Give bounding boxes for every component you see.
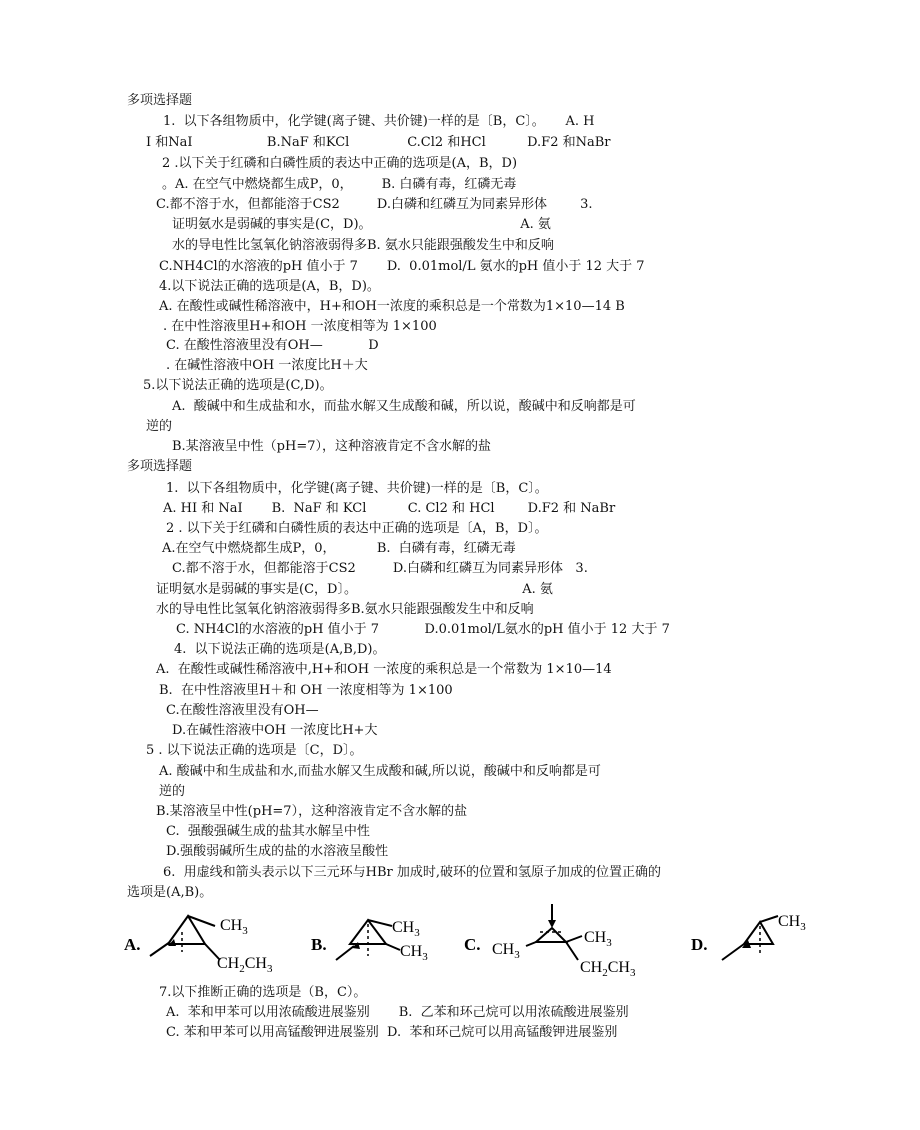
- question-line: 4.以下说法正确的选项是(A，B，D)。: [159, 279, 380, 294]
- question-line: C.都不溶于水，但都能溶于CS2 D.白磷和红磷互为同素异形体 3.: [156, 197, 593, 212]
- question-line: 6. 用虚线和箭头表示以下三元环与HBr 加成时,破环的位置和氢原子加成的位置正确的: [163, 865, 662, 880]
- molecule-c-ch3-left: $CH_3$: [492, 941, 520, 961]
- molecule-d-ch3: $CH_3$: [778, 913, 806, 933]
- molecule-d: [722, 916, 778, 960]
- question-line: D.在碱性溶液中OH 一浓度比H+大: [172, 723, 378, 738]
- section-title: 多项选择题: [127, 459, 193, 474]
- question-line: 1. 以下各组物质中，化学键(离子键、共价键)一样的是〔B，C〕。 A. H: [163, 114, 595, 129]
- option-b-label: B.: [311, 935, 327, 954]
- question-line: B. 在中性溶液里H＋和 OH 一浓度相等为 1×100: [159, 683, 453, 698]
- molecule-c: [526, 904, 582, 960]
- question-line: 证明氨水是弱碱的事实是(C，D)。 A. 氨: [172, 217, 551, 232]
- option-d-label: D.: [691, 935, 708, 954]
- question-line: A. 酸碱中和生成盐和水，而盐水解又生成酸和碱，所以说，酸碱中和反响都是可: [172, 399, 636, 414]
- molecule-a: [150, 916, 220, 960]
- question-line: . 在中性溶液里H+和OH 一浓度相等为 1×100: [163, 319, 437, 334]
- question-line: C. 苯和甲苯可以用高锰酸钾进展鉴别 D. 苯和环己烷可以用高锰酸钾进展鉴别: [166, 1025, 618, 1040]
- question-line: A. 苯和甲苯可以用浓硫酸进展鉴别 B. 乙苯和环己烷可以用浓硫酸进展鉴别: [166, 1005, 629, 1020]
- question-line: A. HI 和 NaI B. NaF 和 KCl C. Cl2 和 HCl D.F2 和 NaBr: [163, 501, 616, 516]
- molecule-c-ch2ch3: $CH_2CH_3$: [580, 959, 636, 979]
- question-line: I 和NaI B.NaF 和KCl C.Cl2 和HCl D.F2 和NaBr: [146, 135, 611, 150]
- question-line: 逆的: [146, 419, 173, 434]
- question-line: D.强酸弱碱所生成的盐的水溶液呈酸性: [166, 844, 389, 859]
- molecule-b: [336, 920, 400, 960]
- molecule-b-ch3-top: $CH_3$: [392, 919, 420, 939]
- option-a-label: A.: [124, 935, 141, 954]
- molecule-a-ch3: $CH_3$: [220, 917, 248, 937]
- question-line: C. 强酸强碱生成的盐其水解呈中性: [166, 824, 370, 839]
- section-title: 多项选择题: [127, 93, 193, 108]
- question-line: C.都不溶于水，但都能溶于CS2 D.白磷和红磷互为同素异形体 3.: [172, 561, 588, 576]
- question-line: 2 . 以下关于红磷和白磷性质的表达中正确的选项是〔A，B，D〕。: [166, 521, 548, 536]
- question-line: C.NH4Cl的水溶液的pH 值小于 7 D. 0.01mol/L 氨水的pH 值小于 12 大于 7: [159, 259, 645, 274]
- question-line: 逆的: [159, 784, 186, 799]
- question-line: 水的导电性比氢氧化钠溶液弱得多B.氨水只能跟强酸发生中和反响: [156, 602, 534, 617]
- question-line: 选项是(A,B)。: [127, 885, 213, 900]
- question-line: C. NH4Cl的水溶液的pH 值小于 7 D.0.01mol/L氨水的pH 值小于 12 大于 7: [176, 622, 670, 637]
- question-line: B.某溶液呈中性（pH=7），这种溶液肯定不含水解的盐: [172, 439, 492, 454]
- question-line: 1. 以下各组物质中，化学键(离子键、共价键)一样的是〔B，C〕。: [166, 481, 548, 496]
- question-line: 证明氨水是弱碱的事实是(C，D〕。 A. 氨: [156, 582, 553, 597]
- question-line: 4. 以下说法正确的选项是(A,B,D)。: [174, 642, 386, 657]
- molecule-c-ch3-right: $CH_3$: [584, 929, 612, 949]
- question-line: 7.以下推断正确的选项是（B，C）。: [159, 985, 367, 1000]
- option-c-label: C.: [464, 935, 481, 954]
- question-line: A.在空气中燃烧都生成P，0， B. 白磷有毒，红磷无毒: [162, 541, 516, 556]
- molecule-a-ch2ch3: $CH_2CH_3$: [217, 955, 273, 975]
- cyclopropane-options-figure: [0, 902, 920, 982]
- question-line: C. 在酸性溶液里没有OH— D: [166, 338, 379, 353]
- molecule-b-ch3-bottom: $CH_3$: [400, 943, 428, 963]
- question-line: A. 在酸性或碱性稀溶液中,H+和OH 一浓度的乘积总是一个常数为 1×10—14: [156, 662, 612, 677]
- question-line: A. 酸碱中和生成盐和水,而盐水解又生成酸和碱,所以说，酸碱中和反响都是可: [159, 764, 601, 779]
- question-line: . 在碱性溶液中OH 一浓度比H＋大: [166, 358, 368, 373]
- question-line: A. 在酸性或碱性稀溶液中，H+和OH一浓度的乘积总是一个常数为1×10—14 B: [159, 299, 625, 314]
- question-line: B.某溶液呈中性(pH=7），这种溶液肯定不含水解的盐: [156, 804, 468, 819]
- question-line: 5.以下说法正确的选项是(C,D)。: [143, 378, 333, 393]
- question-line: 。A. 在空气中燃烧都生成P，0， B. 白磷有毒，红磷无毒: [162, 177, 517, 192]
- question-line: 5 . 以下说法正确的选项是〔C，D〕。: [146, 743, 363, 758]
- question-line: C.在酸性溶液里没有OH—: [166, 703, 319, 718]
- arrow-icon: [548, 920, 556, 928]
- question-line: 水的导电性比氢氧化钠溶液弱得多B. 氨水只能跟强酸发生中和反响: [172, 238, 554, 253]
- question-line: 2 .以下关于红磷和白磷性质的表达中正确的选项是(A，B，D): [162, 156, 518, 171]
